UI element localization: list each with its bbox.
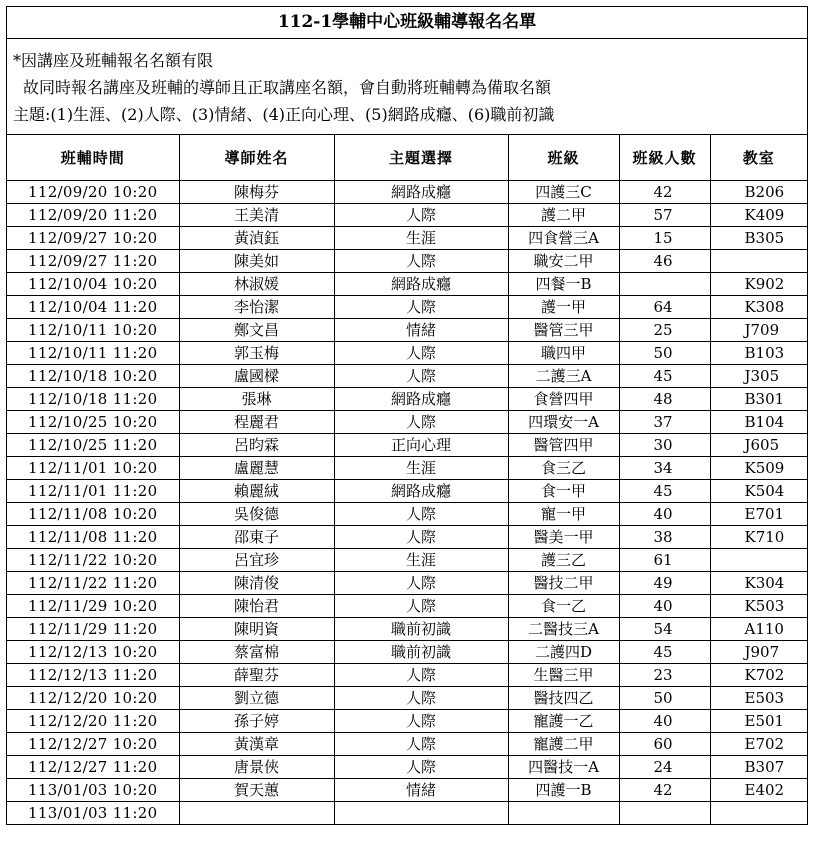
cell-teacher [179, 802, 334, 825]
cell-topic: 情緒 [334, 319, 508, 342]
cell-topic: 人際 [334, 204, 508, 227]
cell-teacher: 李怡潔 [179, 296, 334, 319]
cell-teacher: 劉立德 [179, 687, 334, 710]
cell-class: 寵護二甲 [508, 733, 619, 756]
cell-teacher: 唐景俠 [179, 756, 334, 779]
cell-teacher: 陳明資 [179, 618, 334, 641]
cell-count [619, 802, 710, 825]
cell-time: 112/12/27 10:20 [7, 733, 179, 756]
table-row [7, 204, 807, 227]
cell-time: 112/12/13 11:20 [7, 664, 179, 687]
cell-class: 醫美一甲 [508, 526, 619, 549]
cell-topic: 生涯 [334, 549, 508, 572]
cell-time: 113/01/03 11:20 [7, 802, 179, 825]
cell-time: 112/11/22 10:20 [7, 549, 179, 572]
cell-count: 45 [619, 365, 710, 388]
cell-room: B305 [710, 227, 807, 250]
cell-teacher: 郭玉梅 [179, 342, 334, 365]
cell-count: 50 [619, 342, 710, 365]
cell-room: E701 [710, 503, 807, 526]
cell-class: 醫管四甲 [508, 434, 619, 457]
cell-topic: 人際 [334, 756, 508, 779]
table-row [7, 618, 807, 641]
cell-teacher: 陳美如 [179, 250, 334, 273]
cell-count: 40 [619, 595, 710, 618]
column-header-room: 教室 [710, 135, 807, 181]
table-row [7, 250, 807, 273]
cell-teacher: 陳清俊 [179, 572, 334, 595]
table-row [7, 457, 807, 480]
table-row [7, 296, 807, 319]
cell-count: 57 [619, 204, 710, 227]
cell-class [508, 802, 619, 825]
cell-count: 40 [619, 710, 710, 733]
cell-teacher: 邵東子 [179, 526, 334, 549]
cell-room [710, 802, 807, 825]
cell-time: 112/09/27 10:20 [7, 227, 179, 250]
table-row [7, 388, 807, 411]
cell-class: 職安二甲 [508, 250, 619, 273]
cell-time: 112/12/20 11:20 [7, 710, 179, 733]
column-header-count: 班級人數 [619, 135, 710, 181]
table-row [7, 526, 807, 549]
cell-class: 醫技四乙 [508, 687, 619, 710]
cell-class: 食一甲 [508, 480, 619, 503]
cell-class: 四醫技一A [508, 756, 619, 779]
table-row [7, 664, 807, 687]
table-row [7, 779, 807, 802]
cell-topic: 職前初識 [334, 618, 508, 641]
table-body [7, 181, 807, 825]
cell-class: 二醫技三A [508, 618, 619, 641]
cell-teacher: 張琳 [179, 388, 334, 411]
cell-time: 112/09/20 11:20 [7, 204, 179, 227]
cell-room: A110 [710, 618, 807, 641]
cell-teacher: 黃漢章 [179, 733, 334, 756]
cell-time: 112/12/20 10:20 [7, 687, 179, 710]
cell-topic: 人際 [334, 503, 508, 526]
column-header-topic: 主題選擇 [334, 135, 508, 181]
cell-topic: 情緒 [334, 779, 508, 802]
note-waitlist-rule: 故同時報名講座及班輔的導師且正取講座名額，會自動將班輔轉為備取名額 [23, 78, 552, 97]
sheet-title: 112-1學輔中心班級輔導報名名單 [7, 7, 807, 39]
cell-topic: 人際 [334, 296, 508, 319]
table-row [7, 181, 807, 204]
cell-count: 25 [619, 319, 710, 342]
cell-class: 生醫三甲 [508, 664, 619, 687]
cell-count: 61 [619, 549, 710, 572]
cell-time: 112/10/11 10:20 [7, 319, 179, 342]
cell-room: J305 [710, 365, 807, 388]
cell-teacher: 程麗君 [179, 411, 334, 434]
cell-topic [334, 802, 508, 825]
cell-time: 112/12/27 11:20 [7, 756, 179, 779]
note-topic-list: 主題:(1)生涯、(2)人際、(3)情緒、(4)正向心理、(5)網路成癮、(6)職前初識 [13, 105, 555, 124]
cell-count: 42 [619, 779, 710, 802]
table-row [7, 480, 807, 503]
cell-topic: 人際 [334, 342, 508, 365]
cell-room: J709 [710, 319, 807, 342]
cell-teacher: 呂宜珍 [179, 549, 334, 572]
column-header-class: 班級 [508, 135, 619, 181]
table-row [7, 802, 807, 825]
cell-topic: 人際 [334, 710, 508, 733]
cell-teacher: 鄭文昌 [179, 319, 334, 342]
cell-teacher: 黃湞鈺 [179, 227, 334, 250]
cell-room: K504 [710, 480, 807, 503]
cell-teacher: 賴麗絨 [179, 480, 334, 503]
cell-room: J605 [710, 434, 807, 457]
table-row [7, 549, 807, 572]
cell-topic: 人際 [334, 572, 508, 595]
cell-count: 38 [619, 526, 710, 549]
cell-topic: 網路成癮 [334, 181, 508, 204]
cell-room: K702 [710, 664, 807, 687]
cell-class: 食一乙 [508, 595, 619, 618]
cell-room: K409 [710, 204, 807, 227]
cell-class: 護一甲 [508, 296, 619, 319]
cell-room: E702 [710, 733, 807, 756]
cell-count: 49 [619, 572, 710, 595]
cell-time: 112/10/04 11:20 [7, 296, 179, 319]
cell-topic: 人際 [334, 595, 508, 618]
cell-topic: 人際 [334, 687, 508, 710]
cell-teacher: 王美清 [179, 204, 334, 227]
cell-count: 60 [619, 733, 710, 756]
cell-class: 護二甲 [508, 204, 619, 227]
table-row [7, 227, 807, 250]
cell-time: 112/09/27 11:20 [7, 250, 179, 273]
cell-room: K902 [710, 273, 807, 296]
cell-topic: 人際 [334, 664, 508, 687]
cell-topic: 正向心理 [334, 434, 508, 457]
cell-class: 四食營三A [508, 227, 619, 250]
cell-time: 112/11/01 10:20 [7, 457, 179, 480]
cell-topic: 生涯 [334, 227, 508, 250]
cell-class: 食三乙 [508, 457, 619, 480]
cell-time: 112/12/13 10:20 [7, 641, 179, 664]
cell-room: B301 [710, 388, 807, 411]
cell-time: 113/01/03 10:20 [7, 779, 179, 802]
cell-class: 四環安一A [508, 411, 619, 434]
cell-class: 護三乙 [508, 549, 619, 572]
cell-teacher: 吳俊德 [179, 503, 334, 526]
cell-room: K308 [710, 296, 807, 319]
cell-class: 寵護一乙 [508, 710, 619, 733]
cell-topic: 網路成癮 [334, 388, 508, 411]
cell-time: 112/11/08 10:20 [7, 503, 179, 526]
table-row [7, 503, 807, 526]
cell-class: 二護四D [508, 641, 619, 664]
cell-room [710, 549, 807, 572]
header-row [7, 135, 807, 181]
cell-room: K509 [710, 457, 807, 480]
cell-count: 23 [619, 664, 710, 687]
table-row [7, 595, 807, 618]
cell-time: 112/10/25 11:20 [7, 434, 179, 457]
cell-teacher: 盧國樑 [179, 365, 334, 388]
cell-time: 112/11/29 10:20 [7, 595, 179, 618]
cell-time: 112/11/22 11:20 [7, 572, 179, 595]
table-row [7, 319, 807, 342]
cell-count: 24 [619, 756, 710, 779]
cell-count: 30 [619, 434, 710, 457]
cell-teacher: 陳梅芬 [179, 181, 334, 204]
registration-table [7, 135, 807, 824]
cell-teacher: 呂昀霖 [179, 434, 334, 457]
cell-room: B206 [710, 181, 807, 204]
cell-count: 48 [619, 388, 710, 411]
column-header-time: 班輔時間 [7, 135, 179, 181]
cell-teacher: 薛聖芬 [179, 664, 334, 687]
cell-time: 112/11/01 11:20 [7, 480, 179, 503]
table-row [7, 434, 807, 457]
cell-room: E501 [710, 710, 807, 733]
cell-class: 醫技二甲 [508, 572, 619, 595]
cell-room: B307 [710, 756, 807, 779]
cell-topic: 網路成癮 [334, 273, 508, 296]
cell-room: J907 [710, 641, 807, 664]
cell-count: 15 [619, 227, 710, 250]
cell-teacher: 蔡富棉 [179, 641, 334, 664]
cell-count: 50 [619, 687, 710, 710]
table-row [7, 733, 807, 756]
cell-count: 34 [619, 457, 710, 480]
cell-topic: 人際 [334, 365, 508, 388]
cell-time: 112/10/04 10:20 [7, 273, 179, 296]
cell-room: E503 [710, 687, 807, 710]
cell-class: 醫管三甲 [508, 319, 619, 342]
registration-sheet [6, 6, 808, 825]
table-row [7, 641, 807, 664]
cell-topic: 人際 [334, 411, 508, 434]
cell-class: 食營四甲 [508, 388, 619, 411]
table-row [7, 710, 807, 733]
table-row [7, 273, 807, 296]
cell-teacher: 盧麗慧 [179, 457, 334, 480]
cell-time: 112/10/11 11:20 [7, 342, 179, 365]
cell-room: E402 [710, 779, 807, 802]
cell-room [710, 250, 807, 273]
cell-count: 45 [619, 480, 710, 503]
cell-time: 112/11/08 11:20 [7, 526, 179, 549]
table-row [7, 411, 807, 434]
cell-class: 寵一甲 [508, 503, 619, 526]
cell-time: 112/09/20 10:20 [7, 181, 179, 204]
cell-count: 46 [619, 250, 710, 273]
cell-time: 112/10/18 11:20 [7, 388, 179, 411]
cell-class: 職四甲 [508, 342, 619, 365]
cell-time: 112/10/25 10:20 [7, 411, 179, 434]
cell-room: K304 [710, 572, 807, 595]
cell-room: K710 [710, 526, 807, 549]
note-quota-limit: *因講座及班輔報名名額有限 [13, 51, 214, 70]
cell-teacher: 林淑媛 [179, 273, 334, 296]
cell-room: K503 [710, 595, 807, 618]
cell-class: 二護三A [508, 365, 619, 388]
cell-topic: 人際 [334, 526, 508, 549]
cell-count [619, 273, 710, 296]
cell-count: 42 [619, 181, 710, 204]
cell-class: 四護一B [508, 779, 619, 802]
cell-count: 64 [619, 296, 710, 319]
cell-count: 37 [619, 411, 710, 434]
table-row [7, 687, 807, 710]
cell-class: 四餐一B [508, 273, 619, 296]
cell-teacher: 孫子婷 [179, 710, 334, 733]
table-row [7, 756, 807, 779]
table-row [7, 365, 807, 388]
cell-count: 40 [619, 503, 710, 526]
column-header-teacher: 導師姓名 [179, 135, 334, 181]
cell-room: B103 [710, 342, 807, 365]
table-row [7, 572, 807, 595]
cell-topic: 職前初識 [334, 641, 508, 664]
cell-teacher: 賀天蕙 [179, 779, 334, 802]
cell-count: 45 [619, 641, 710, 664]
cell-time: 112/11/29 11:20 [7, 618, 179, 641]
cell-count: 54 [619, 618, 710, 641]
cell-class: 四護三C [508, 181, 619, 204]
cell-topic: 生涯 [334, 457, 508, 480]
cell-room: B104 [710, 411, 807, 434]
table-row [7, 342, 807, 365]
cell-teacher: 陳怡君 [179, 595, 334, 618]
cell-topic: 網路成癮 [334, 480, 508, 503]
cell-topic: 人際 [334, 733, 508, 756]
cell-time: 112/10/18 10:20 [7, 365, 179, 388]
cell-topic: 人際 [334, 250, 508, 273]
notes-block [7, 39, 807, 135]
